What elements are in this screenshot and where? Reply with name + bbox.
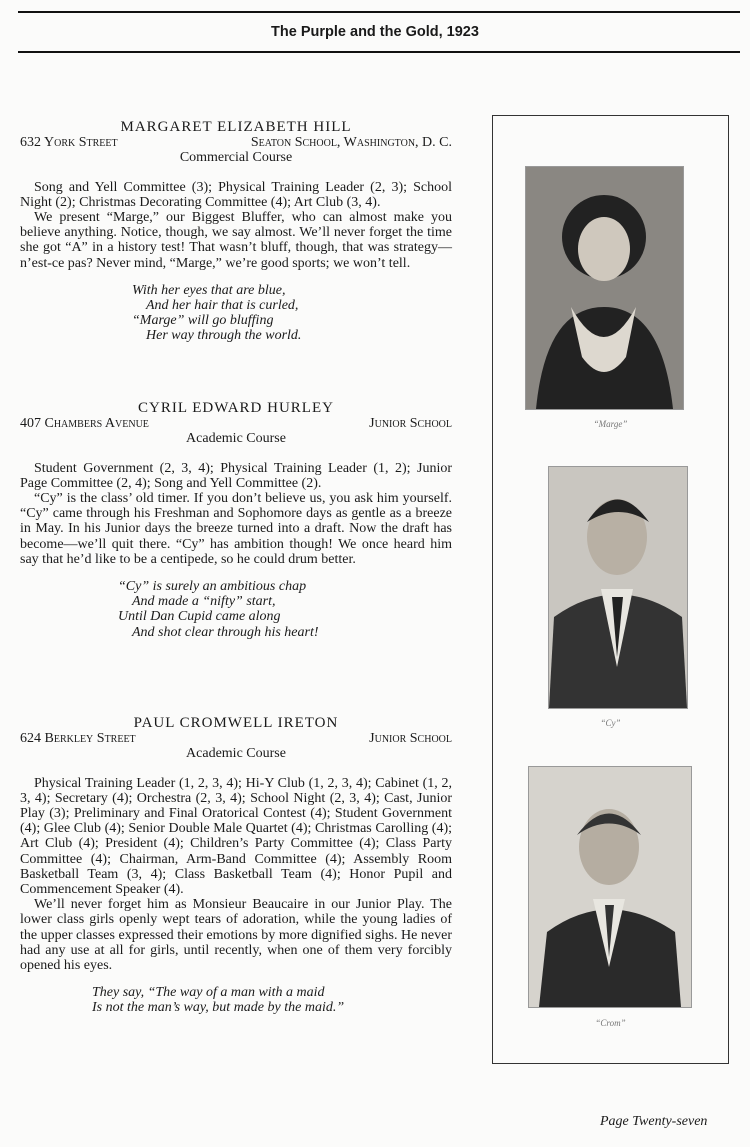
poem xyxy=(20,985,452,1015)
entry-ireton xyxy=(20,716,452,1016)
poem-line: Is not the man’s way, but made by the maid.” xyxy=(92,1000,345,1016)
student-course: Academic Course xyxy=(186,746,286,762)
entry-hurley xyxy=(20,401,452,640)
student-school: Junior School xyxy=(369,416,452,432)
activities-paragraph: Song and Yell Committee (3); Physical Training Leader (2, 3); School Night (2); Christmas Decorating Committee (4); Art Club (3, 4). xyxy=(20,179,452,210)
bio-paragraph: We present “Marge,” our Biggest Bluffer, who can almost make you believe anything. Notice, though, we say almost. We’ll never forget the time she got “A” in a history test! That wasn’t bluff, though, that was strategy—n’est-ce pas? Never mind, “Marge,” we’re good sports; we won’t tell. xyxy=(20,210,452,271)
bio-paragraph: We’ll never forget him as Monsieur Beaucaire in our Junior Play. The lower class girls openly wept tears of adoration, while the young ladies of the upper classes expressed their emotions by more dignified sighs. He never had any use at all for girls, until recently, when one of them very forcibly opened his eyes. xyxy=(20,897,452,974)
student-address: 632 York Street xyxy=(20,135,118,151)
poem-line: “Marge” will go bluffing xyxy=(132,313,274,329)
photo-panel xyxy=(492,115,729,1064)
poem-line: They say, “The way of a man with a maid xyxy=(92,985,325,1001)
photo-caption: “Marge” xyxy=(593,419,628,429)
student-address: 407 Chambers Avenue xyxy=(20,416,149,432)
poem-line: Her way through the world. xyxy=(146,328,302,344)
poem-line: And shot clear through his heart! xyxy=(132,624,319,640)
portrait-photo-marge xyxy=(525,166,684,410)
student-course: Commercial Course xyxy=(179,150,293,166)
header-rule-bottom xyxy=(18,51,740,53)
poem-line: “Cy” is surely an ambitious chap xyxy=(118,579,307,595)
activities-paragraph: Student Government (2, 3, 4); Physical Training Leader (1, 2); Junior Page Committee (2, 4); Song and Yell Committee (2). xyxy=(20,460,452,491)
activities-paragraph: Physical Training Leader (1, 2, 3, 4); Hi-Y Club (1, 2, 3, 4); Cabinet (1, 2, 3, 4); Secretary (4); Orchestra (2, 3, 4); School Night (2, 3, 4); Cast, Junior Play (3); Preliminary and Final Oratorical Contest (4); Student Government (4); Glee Club (4); Senior Double Male Quartet (4); Christmas Carolling (4); Art Club (4); President (4); Children’s Party Committee (4); Class Party Committee (4); Chairman, Arm-Band Committee (4); Assembly Room Basketball Team (3, 4); Class Basketball Team (4); Honor Pupil and Commencement Speaker (4). xyxy=(20,775,452,898)
portrait-photo-cy xyxy=(548,466,688,709)
poem xyxy=(20,283,452,344)
poem-line: Until Dan Cupid came along xyxy=(118,609,281,625)
poem-line: And her hair that is curled, xyxy=(146,298,299,314)
poem-line: And made a “nifty” start, xyxy=(132,594,276,610)
student-address: 624 Berkley Street xyxy=(20,731,136,747)
student-school: Junior School xyxy=(369,731,452,747)
header-rule-top xyxy=(18,11,740,13)
poem-line: With her eyes that are blue, xyxy=(132,282,286,298)
photo-caption: “Crom” xyxy=(595,1018,626,1028)
page-number: Page Twenty-seven xyxy=(600,1114,708,1129)
student-name: CYRIL EDWARD HURLEY xyxy=(138,400,334,416)
bio-paragraph: “Cy” is the class’ old timer. If you don’t believe us, you ask him yourself. “Cy” came through his Freshman and Sophomore days as gentle as a breeze in May. In his Junior days the breeze turned into a draft. Now the draft has become—we’ll quit there. “Cy” has ambition though! We once heard him say that he’d like to be a centipede, so he could drum better. xyxy=(20,491,452,567)
student-name: MARGARET ELIZABETH HILL xyxy=(120,119,352,135)
poem xyxy=(20,579,452,640)
entry-hill xyxy=(20,120,452,344)
student-course: Academic Course xyxy=(186,431,286,447)
photo-caption: “Cy” xyxy=(600,718,621,728)
portrait-photo-crom xyxy=(528,766,692,1008)
page-header-title: The Purple and the Gold, 1923 xyxy=(271,24,479,40)
student-name: PAUL CROMWELL IRETON xyxy=(133,715,339,731)
student-school: Seaton School, Washington, D. C. xyxy=(250,135,452,151)
